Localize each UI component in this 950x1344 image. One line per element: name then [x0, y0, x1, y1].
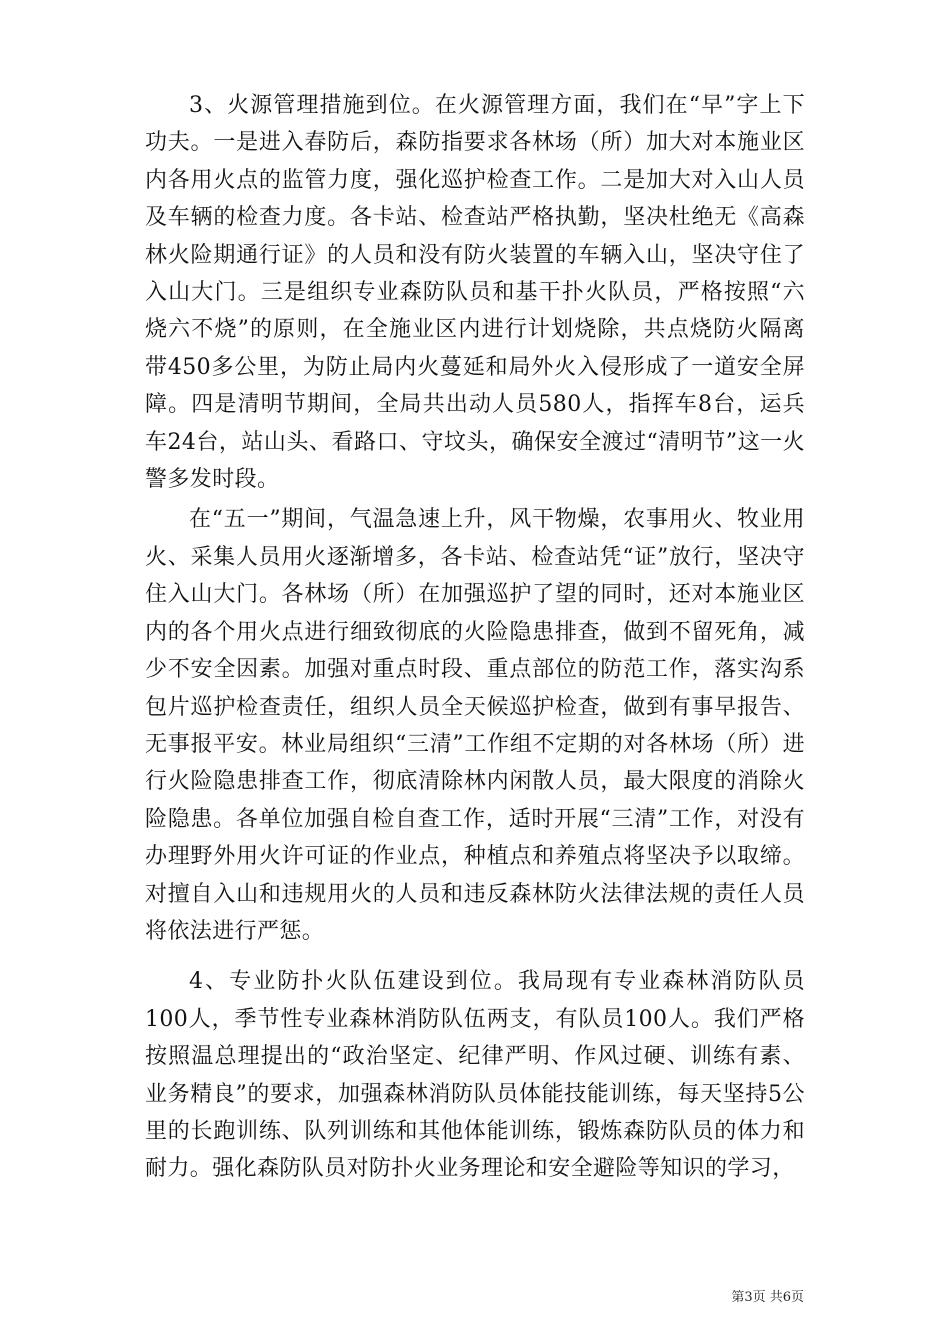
paragraph-firefighting-team: 4、专业防扑火队伍建设到位。我局现有专业森林消防队员100人，季节性专业森林消防队伍两支，有队员100人。我们严格按照温总理提出的“政治坚定、纪律严明、作风过硬、训练有素、业务精良”的要求，加强森林消防队员体能技能训练，每天坚持5公里的长跑训练、队列训练和其他体能训练，锻炼森防队员的体力和耐力。强化森防队员对防扑火业务理论和安全避险等知识的学习， [145, 969, 805, 1182]
paragraph-fire-source-management: 3、火源管理措施到位。在火源管理方面，我们在“早”字上下功夫。一是进入春防后，森防指要求各林场（所）加大对本施业区内各用火点的监管力度，强化巡护检查工作。二是加大对入山人员及车辆的检查力度。各卡站、检查站严格执勤，坚决杜绝无《高森林火险期通行证》的人员和没有防火装置的车辆入山，坚决守住了入山大门。三是组织专业森防队员和基干扑火队员，严格按照“六烧六不烧”的原则，在全施业区内进行计划烧除，共点烧防火隔离带450多公里，为防止局内火蔓延和局外火入侵形成了一道安全屏障。四是清明节期间，全局共出动人员580人，指挥车8台，运兵车24台，站山头、看路口、守坟头，确保安全渡过“清明节”这一火警多发时段。 [145, 93, 805, 493]
body-text [145, 87, 805, 1188]
page-number: 第3页 共6页 [731, 1290, 804, 1305]
paragraph-may-day-period: 在“五一”期间，气温急速上升，风干物燥，农事用火、牧业用火、采集人员用火逐渐增多，各卡站、检查站凭“证”放行，坚决守住入山大门。各林场（所）在加强巡护了望的同时，还对本施业区内的各个用火点进行细致彻底的火险隐患排查，做到不留死角，减少不安全因素。加强对重点时段、重点部位的防范工作，落实沟系包片巡护检查责任，组织人员全天候巡护检查，做到有事早报告、无事报平安。林业局组织“三清”工作组不定期的对各林场（所）进行火险隐患排查工作，彻底清除林内闲散人员，最大限度的消除火险隐患。各单位加强自检自查工作，适时开展“三清”工作，对没有办理野外用火许可证的作业点，种植点和养殖点将坚决予以取缔。对擅自入山和违规用火的人员和违反森林防火法律法规的责任人员将依法进行严惩。 [145, 507, 805, 944]
